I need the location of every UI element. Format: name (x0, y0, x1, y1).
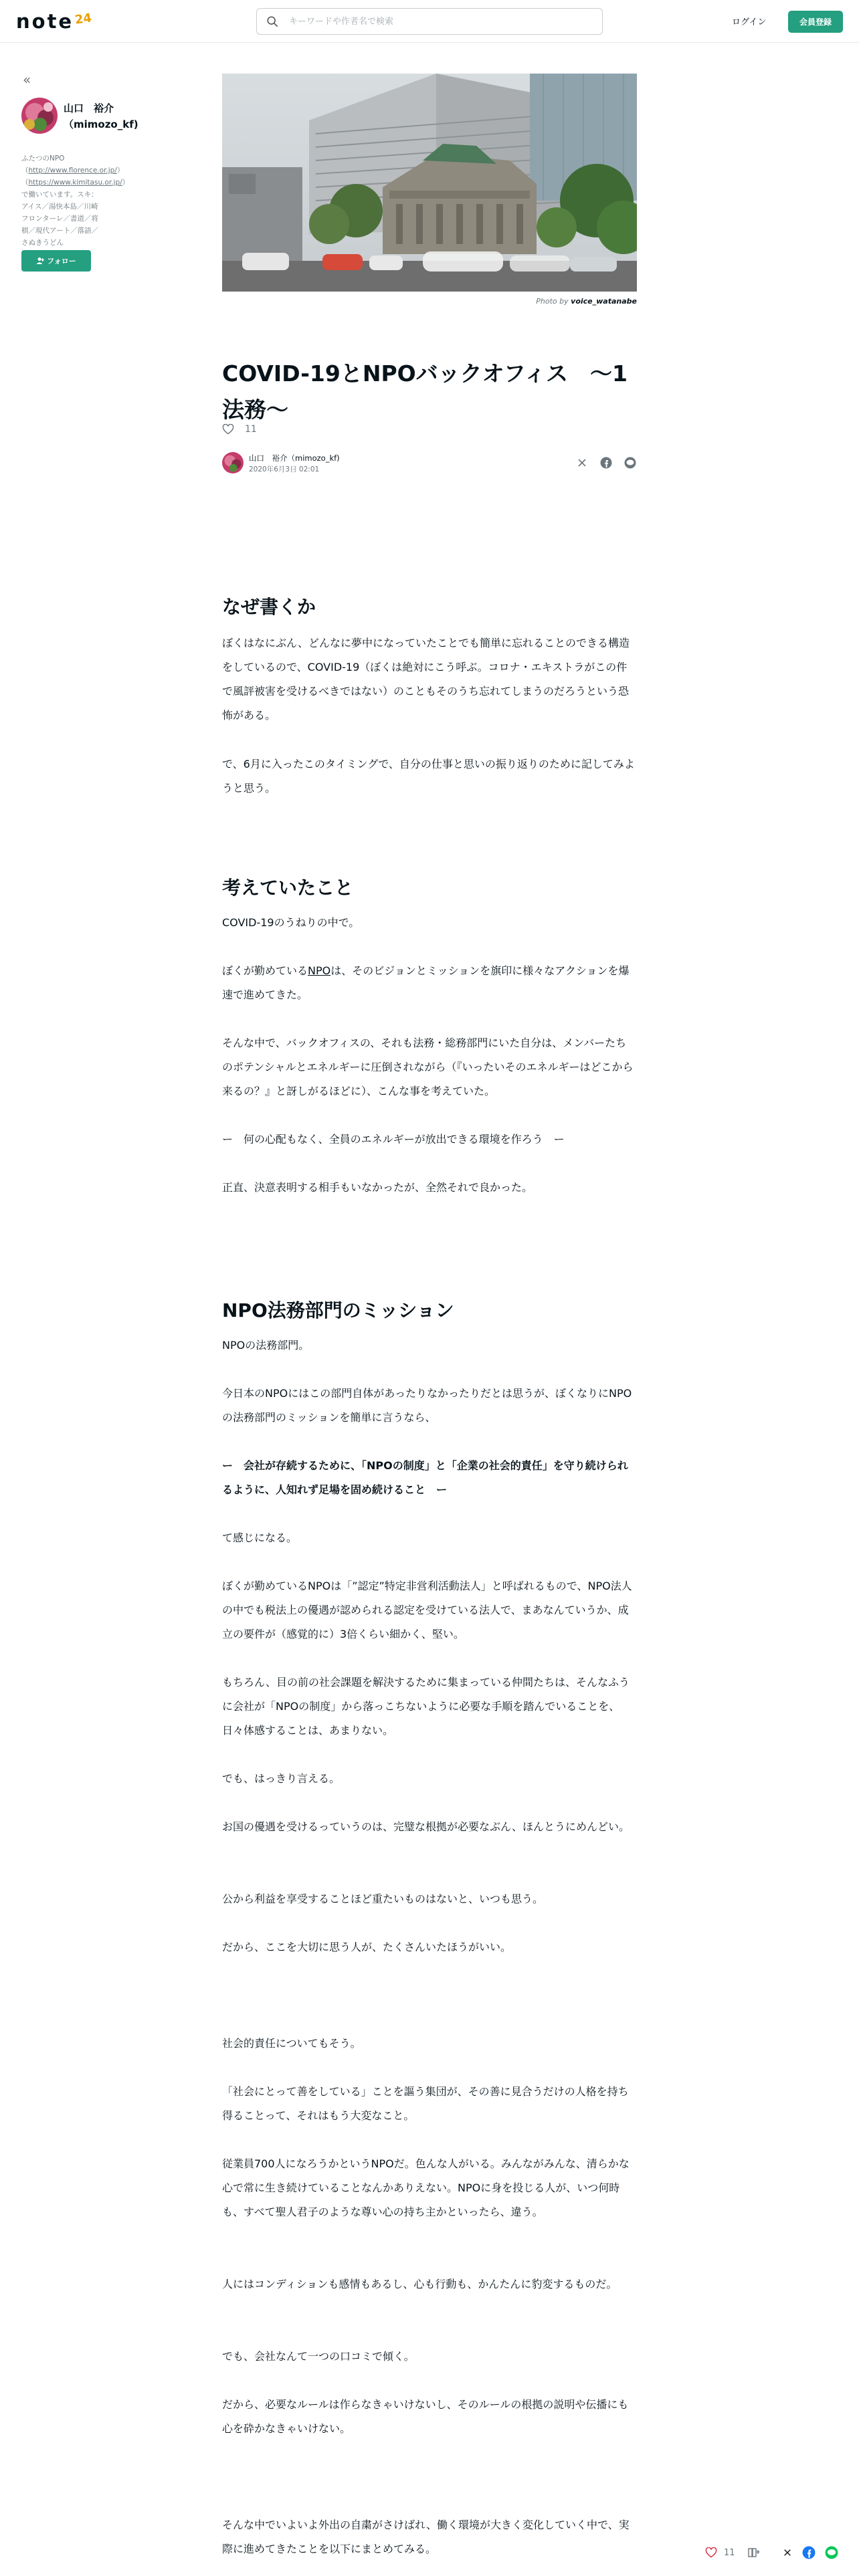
author-avatar[interactable] (21, 98, 58, 134)
hero-image (222, 74, 637, 292)
bio-link-florence[interactable]: http://www.florence.or.jp/ (28, 167, 117, 175)
byline (222, 451, 637, 475)
magazine-add-icon[interactable] (747, 2545, 761, 2560)
collapse-sidebar-icon[interactable]: « (23, 72, 31, 88)
author-name[interactable]: 山口 裕介（mimozo_kf) (64, 102, 138, 130)
paragraph: そんな中で、バックオフィスの、それも法務・総務部門にいた自分は、メンバーたちのポテンシャルとエネルギーに圧倒されながら（『いったいそのエネルギーはどこから来るの？』と訝しがるほどに）、こんな事を考えていた。 (222, 1037, 634, 1097)
signup-button[interactable]: 会員登録 (788, 11, 843, 33)
paragraph: ー 何の心配もなく、全員のエネルギーが放出できる環境を作ろう ー (222, 1133, 565, 1146)
follow-label: フォロー (47, 257, 76, 265)
paragraph: お国の優遇を受けるっていうのは、完璧な根拠が必要なぶん、ほんとうにめんどい。 (222, 1820, 630, 1833)
logo-text: note (16, 10, 74, 33)
search-input[interactable] (289, 17, 583, 27)
paragraph (222, 959, 637, 1007)
paragraph: て感じになる。 (222, 1531, 298, 1544)
npo-link[interactable]: NPO (308, 964, 331, 977)
search-box[interactable] (256, 8, 603, 35)
photo-credit-label: Photo by (536, 297, 569, 306)
byline-author[interactable]: 山口 裕介（mimozo_kf) (249, 453, 340, 463)
paragraph: でも、はっきり言える。 (222, 1772, 341, 1785)
facebook-share-icon[interactable] (801, 2545, 816, 2560)
article-title: COVID-19とNPOバックオフィス 〜1 法務〜 (222, 360, 628, 423)
paragraph-bold: ー 会社が存続するために、「NPOの制度」と「企業の社会的責任」を守り続けられるように、人知れず足場を固め続けること ー (222, 1459, 628, 1496)
add-user-icon (36, 257, 44, 265)
paragraph: 従業員700人になろうかというNPOだ。色んな人がいる。みんながみんな、清らかな心で常に生き続けていることなんかありえない。NPOに身を投じる人が、いつ何時も、すべて聖人君子のような尊い心の持ち主かといったら、違う。 (222, 2157, 630, 2218)
publish-date: 2020年6月3日 02:01 (249, 465, 320, 473)
bio-text-3: ）で働いています。スキ：アイス／湯快本島／川崎フロンターレ／書道／将棋／現代アート／落語／さぬきうどん (21, 179, 130, 247)
site-header (0, 0, 859, 43)
note-logo[interactable] (16, 10, 92, 33)
facebook-share-icon[interactable] (599, 456, 613, 469)
paragraph: 公から利益を享受することほど重たいものはないと、いつも思う。 (222, 1893, 544, 1905)
heart-icon[interactable] (222, 424, 234, 435)
x-share-icon[interactable] (780, 2545, 795, 2560)
heading-thoughts: 考えていたこと (222, 877, 354, 899)
paragraph-text: ぼくが勤めている (222, 964, 308, 977)
bottom-like-count[interactable]: 11 (724, 2547, 735, 2558)
bio-text-1: ふたつのNPO（ (21, 154, 65, 175)
paragraph: でも、会社なんて一つの口コミで傾く。 (222, 2350, 415, 2363)
paragraph: もちろん、目の前の社会課題を解決するために集まっている仲間たちは、そんなふうに会社が「NPOの制度」から落っこちないように必要な手順を踏んでいることを、日々体感することは、あまりない。 (222, 1676, 630, 1737)
paragraph: ぼくはなにぶん、どんなに夢中になっていたことでも簡単に忘れることのできる構造をしているので、COVID-19（ぼくは絶対にこう呼ぶ。コロナ・エキストラがこの件で風評被害を受けるべきではない）のこともそのうち忘れてしまうのだろうという恐怖がある。 (222, 637, 630, 722)
search-icon (266, 15, 278, 27)
photo-credit (536, 297, 637, 306)
photo-credit-user[interactable]: voice_watanabe (571, 297, 637, 306)
like-row (222, 424, 257, 435)
paragraph: 人にはコンディションも感情もあるし、心も行動も、かんたんに豹変するものだ。 (222, 2278, 617, 2290)
paragraph: で、6月に入ったこのタイミングで、自分の仕事と思いの振り返りのために記してみようと思う。 (222, 758, 635, 794)
paragraph: そんな中でいよいよ外出の自粛がさけばれ、働く環境が大きく変化していく中で、実際に進めてきたことを以下にまとめてみる。 (222, 2518, 630, 2555)
line-share-icon[interactable] (824, 2545, 839, 2560)
paragraph: NPOの法務部門。 (222, 1339, 310, 1352)
heading-npo-legal-mission: NPO法務部門のミッション (222, 1299, 454, 1321)
heart-icon[interactable] (704, 2545, 719, 2560)
bio-text-2: ）（ (21, 167, 124, 187)
paragraph: 「社会にとって善をしている」ことを謳う集団が、その善に見合うだけの人格を持ち得ることって、それはもう大変なこと。 (222, 2085, 629, 2122)
bottom-action-bar (0, 2533, 859, 2576)
login-link[interactable]: ログイン (732, 17, 767, 27)
follow-button[interactable] (21, 250, 91, 272)
like-count[interactable]: 11 (245, 424, 257, 435)
share-buttons (575, 456, 637, 469)
x-share-icon[interactable] (575, 456, 589, 469)
bio-link-kimitasu[interactable]: https://www.kimitasu.or.jp/ (28, 179, 122, 187)
paragraph: だから、必要なルールは作らなきゃいけないし、そのルールの根拠の説明や伝播にも心を砕かなきゃいけない。 (222, 2398, 629, 2435)
line-share-icon[interactable] (624, 456, 637, 469)
paragraph: だから、ここを大切に思う人が、たくさんいたほうがいい。 (222, 1941, 512, 1953)
paragraph: COVID-19のうねりの中で。 (222, 916, 360, 929)
paragraph-text: は、そのビジョンとミッションを旗印に様々なアクションを爆速で進めてきた。 (222, 964, 630, 1001)
logo-badge: 24 (74, 10, 93, 27)
paragraph: 今日本のNPOにはこの部門自体があったりなかったりだとは思うが、ぼくなりにNPOの法務部門のミッションを簡単に言うなら、 (222, 1387, 632, 1424)
paragraph: ぼくが勤めているNPOは「”認定”特定非営利活動法人」と呼ばれるもので、NPO法人の中でも税法上の優遇が認められる認定を受けている法人で、まあなんていうか、成立の要件が（感覚的に）3倍くらい細かく、堅い。 (222, 1580, 632, 1640)
byline-avatar[interactable] (222, 452, 244, 473)
author-bio (21, 152, 130, 249)
heading-why-write: なぜ書くか (222, 596, 316, 618)
paragraph: 正直、決意表明する相手もいなかったが、全然それで良かった。 (222, 1181, 533, 1194)
paragraph: 社会的責任についてもそう。 (222, 2037, 361, 2050)
